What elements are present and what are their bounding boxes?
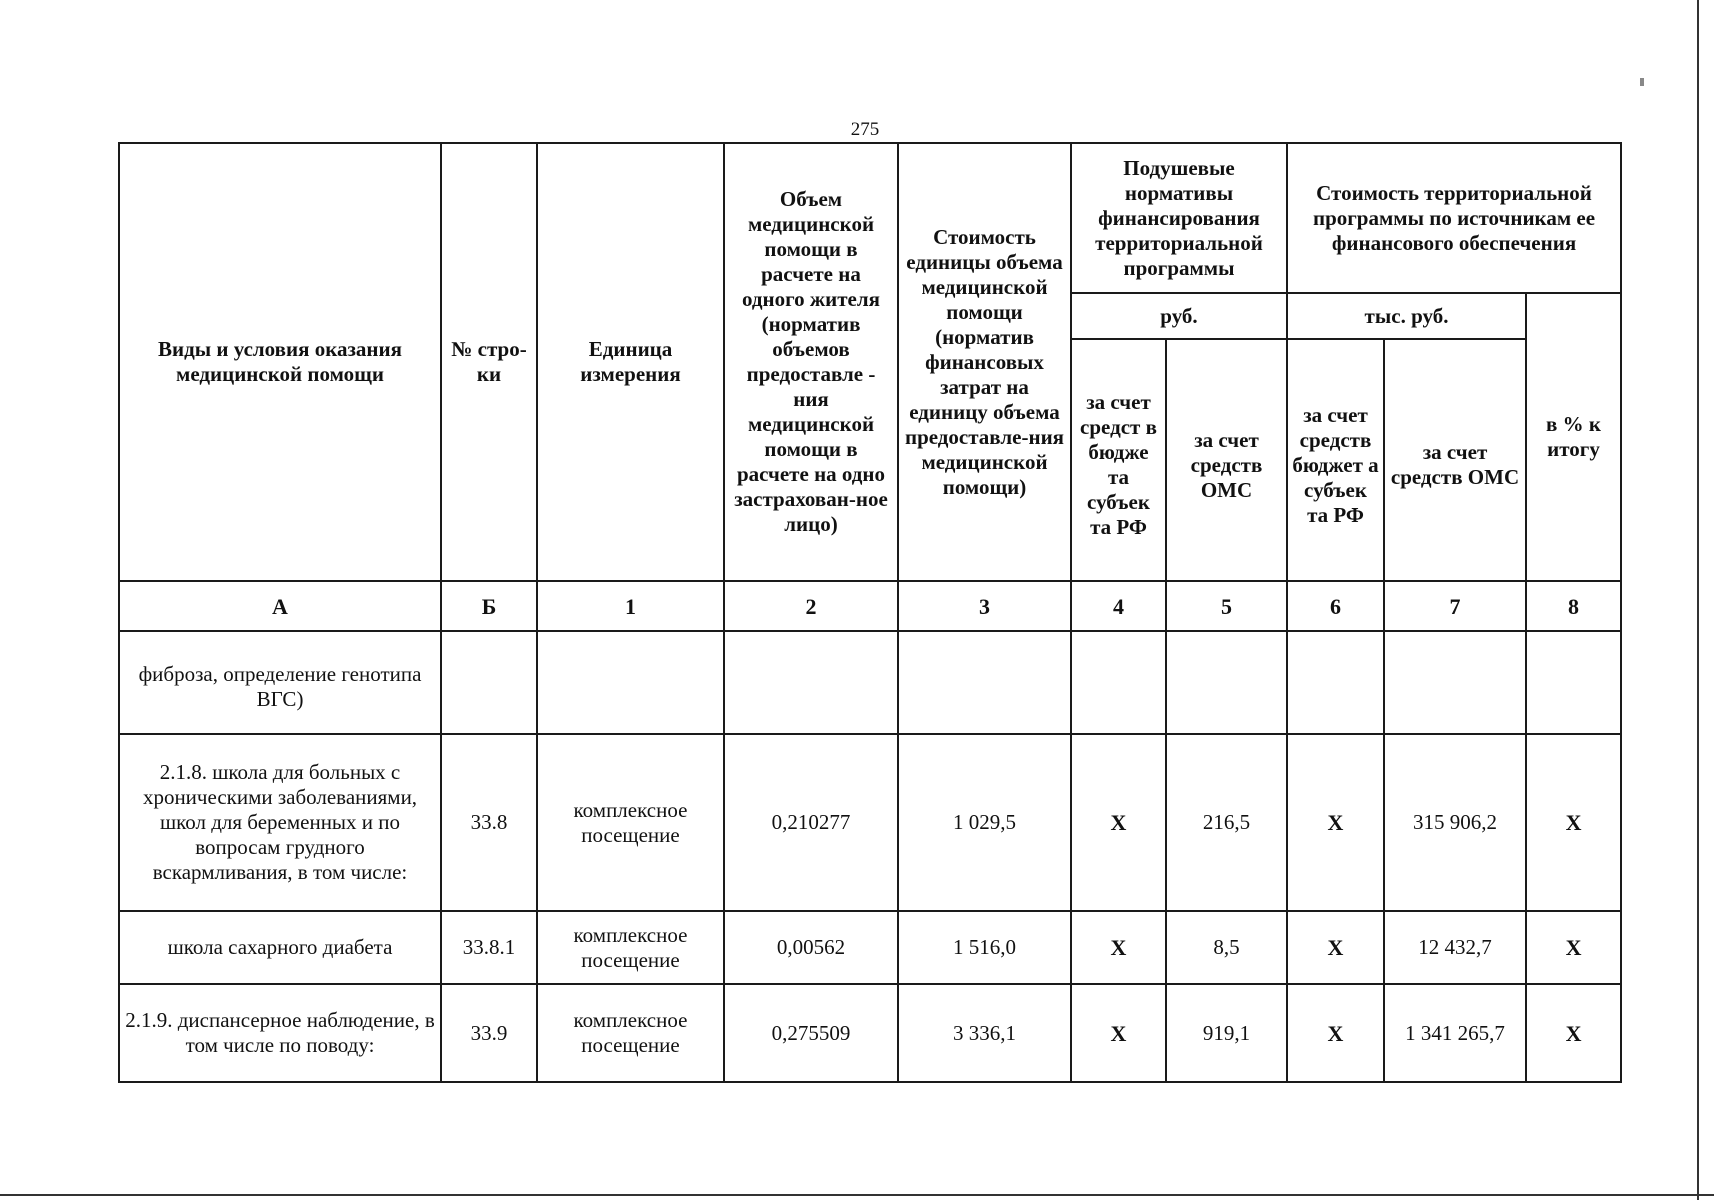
unit-cost-cell: 1 516,0: [898, 911, 1071, 984]
page-number: 275: [850, 119, 880, 140]
row-number-cell: 33.9: [441, 984, 537, 1082]
page-frame-bottom: [0, 1194, 1714, 1196]
page-frame-right: [1697, 0, 1699, 1200]
unit-cost-cell: 1 029,5: [898, 734, 1071, 911]
care-type-cell: 2.1.8. школа для больных с хроническими заболеваниями, школ для беременных и по вопросам грудного вскармливания, в том числе:: [119, 734, 441, 911]
cost-budget-cell: Х: [1287, 734, 1384, 911]
volume-cell: 0,275509: [724, 984, 898, 1082]
cost-oms-cell: [1384, 631, 1526, 734]
percapita-oms-cell: 8,5: [1166, 911, 1287, 984]
cost-budget-cell: [1287, 631, 1384, 734]
care-type-cell: школа сахарного диабета: [119, 911, 441, 984]
table-row: [119, 631, 1621, 734]
unit-cell: комплексное посещение: [537, 734, 724, 911]
table-row: [119, 984, 1621, 1082]
volume-cell: [724, 631, 898, 734]
percapita-budget-cell: [1071, 631, 1166, 734]
header-percapita-budget: за счет средст в бюдже та субъек та РФ: [1071, 339, 1166, 581]
header-percent-total: в % к итогу: [1526, 293, 1621, 581]
percapita-oms-cell: [1166, 631, 1287, 734]
index-cell: Б: [441, 581, 537, 631]
table-row: [119, 911, 1621, 984]
header-program-cost-group: Стоимость территориальной программы по источникам ее финансового обеспечения: [1287, 143, 1621, 293]
header-unit: Единица измерения: [537, 143, 724, 581]
percapita-oms-cell: 919,1: [1166, 984, 1287, 1082]
header-unit-thousand-rub: тыс. руб.: [1287, 293, 1526, 339]
percapita-oms-cell: 216,5: [1166, 734, 1287, 911]
unit-cost-cell: [898, 631, 1071, 734]
percent-total-cell: Х: [1526, 734, 1621, 911]
percent-total-cell: [1526, 631, 1621, 734]
header-row-number: № стро-ки: [441, 143, 537, 581]
care-type-cell: фиброза, определение генотипа ВГС): [119, 631, 441, 734]
index-cell: 6: [1287, 581, 1384, 631]
unit-cell: [537, 631, 724, 734]
index-cell: 3: [898, 581, 1071, 631]
index-cell: А: [119, 581, 441, 631]
row-number-cell: [441, 631, 537, 734]
index-cell: 7: [1384, 581, 1526, 631]
cost-oms-cell: 315 906,2: [1384, 734, 1526, 911]
percapita-budget-cell: Х: [1071, 911, 1166, 984]
percapita-budget-cell: Х: [1071, 984, 1166, 1082]
header-cost-budget: за счет средств бюджет а субъек та РФ: [1287, 339, 1384, 581]
program-cost-table: [118, 142, 1622, 1083]
index-cell: 1: [537, 581, 724, 631]
cost-budget-cell: Х: [1287, 911, 1384, 984]
index-cell: 5: [1166, 581, 1287, 631]
volume-cell: 0,00562: [724, 911, 898, 984]
cost-oms-cell: 12 432,7: [1384, 911, 1526, 984]
care-type-cell: 2.1.9. диспансерное наблюдение, в том числе по поводу:: [119, 984, 441, 1082]
volume-cell: 0,210277: [724, 734, 898, 911]
header-unit-rub: руб.: [1071, 293, 1287, 339]
percent-total-cell: Х: [1526, 984, 1621, 1082]
cost-oms-cell: 1 341 265,7: [1384, 984, 1526, 1082]
unit-cell: комплексное посещение: [537, 911, 724, 984]
index-cell: 8: [1526, 581, 1621, 631]
table-row: [119, 734, 1621, 911]
percent-total-cell: Х: [1526, 911, 1621, 984]
unit-cell: комплексное посещение: [537, 984, 724, 1082]
header-cost-oms: за счет средств ОМС: [1384, 339, 1526, 581]
row-number-cell: 33.8.1: [441, 911, 537, 984]
cost-budget-cell: Х: [1287, 984, 1384, 1082]
index-cell: 2: [724, 581, 898, 631]
row-number-cell: 33.8: [441, 734, 537, 911]
percapita-budget-cell: Х: [1071, 734, 1166, 911]
header-per-capita-group: Подушевые нормативы финансирования территориальной программы: [1071, 143, 1287, 293]
unit-cost-cell: 3 336,1: [898, 984, 1071, 1082]
scan-mark: [1640, 78, 1644, 86]
header-percapita-oms: за счет средств ОМС: [1166, 339, 1287, 581]
header-volume: Объем медицинской помощи в расчете на одного жителя (норматив объемов предоставле - ния медицинской помощи в расчете на одно застрахован-ное лицо): [724, 143, 898, 581]
index-cell: 4: [1071, 581, 1166, 631]
header-unit-cost: Стоимость единицы объема медицинской помощи (норматив финансовых затрат на единицу объема предоставле-ния медицинской помощи): [898, 143, 1071, 581]
header-care-types: Виды и условия оказания медицинской помощи: [119, 143, 441, 581]
